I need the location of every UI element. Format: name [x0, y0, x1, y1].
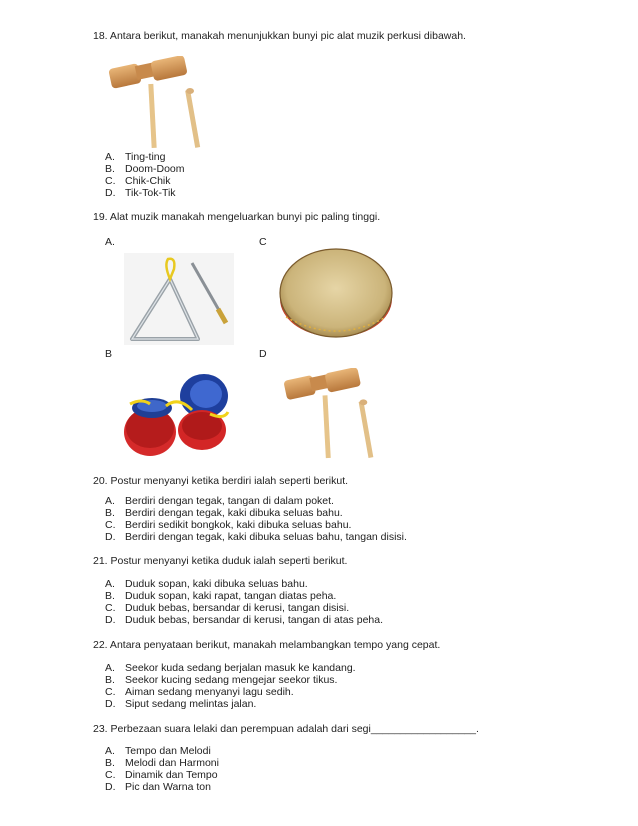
q19-choice-c-label[interactable]: C	[259, 236, 267, 248]
q21-option-a[interactable]: A. Duduk sopan, kaki dibuka seluas bahu.	[105, 578, 308, 590]
q22-option-a[interactable]: A. Seekor kuda sedang berjalan masuk ke kandang.	[105, 662, 356, 674]
q23-option-a[interactable]: A. Tempo dan Melodi	[105, 745, 211, 757]
q22-option-b[interactable]: B. Seekor kucing sedang mengejar seekor tikus.	[105, 674, 338, 686]
q18-option-c[interactable]: C. Chik-Chik	[105, 175, 171, 187]
q23-option-d[interactable]: D. Pic dan Warna ton	[105, 781, 211, 793]
q19-choice-a-label[interactable]: A.	[105, 236, 115, 248]
q18-option-d[interactable]: D. Tik-Tok-Tik	[105, 187, 176, 199]
q18-option-b[interactable]: B. Doom-Doom	[105, 163, 185, 175]
q19-choice-d-label[interactable]: D	[259, 348, 267, 360]
castanets-icon	[122, 370, 238, 460]
q23-option-c[interactable]: C. Dinamik dan Tempo	[105, 769, 218, 781]
question-21-text: 21. Postur menyanyi ketika duduk ialah seperti berikut.	[93, 555, 348, 567]
question-19-text: 19. Alat muzik manakah mengeluarkan bunyi pic paling tinggi.	[93, 211, 381, 223]
wood-block-icon	[280, 368, 388, 462]
q20-option-a[interactable]: A. Berdiri dengan tegak, tangan di dalam poket.	[105, 495, 334, 507]
question-23-text: 23. Perbezaan suara lelaki dan perempuan adalah dari segi__________________.	[93, 723, 479, 735]
q21-option-b[interactable]: B. Duduk sopan, kaki rapat, tangan diatas peha.	[105, 590, 337, 602]
q21-option-d[interactable]: D. Duduk bebas, bersandar di kerusi, tangan di atas peha.	[105, 614, 384, 626]
triangle-icon	[124, 253, 234, 345]
drum-icon	[276, 245, 396, 341]
question-20-text: 20. Postur menyanyi ketika berdiri ialah seperti berikut.	[93, 475, 349, 487]
question-22-text: 22. Antara penyataan berikut, manakah melambangkan tempo yang cepat.	[93, 639, 441, 651]
q20-option-b[interactable]: B. Berdiri dengan tegak, kaki dibuka seluas bahu.	[105, 507, 343, 519]
q20-option-d[interactable]: D. Berdiri dengan tegak, kaki dibuka seluas bahu, tangan disisi.	[105, 531, 407, 543]
question-18-text: 18. Antara berikut, manakah menunjukkan bunyi pic alat muzik perkusi dibawah.	[93, 30, 466, 42]
q23-option-b[interactable]: B. Melodi dan Harmoni	[105, 757, 219, 769]
q22-option-d[interactable]: D. Siput sedang melintas jalan.	[105, 698, 257, 710]
q22-option-c[interactable]: C. Aiman sedang menyanyi lagu sedih.	[105, 686, 294, 698]
q18-option-a[interactable]: A. Ting-ting	[105, 151, 166, 163]
q20-option-c[interactable]: C. Berdiri sedikit bongkok, kaki dibuka seluas bahu.	[105, 519, 352, 531]
q21-option-c[interactable]: C. Duduk bebas, bersandar di kerusi, tangan disisi.	[105, 602, 350, 614]
q19-choice-b-label[interactable]: B	[105, 348, 113, 360]
wood-block-icon	[106, 56, 214, 152]
